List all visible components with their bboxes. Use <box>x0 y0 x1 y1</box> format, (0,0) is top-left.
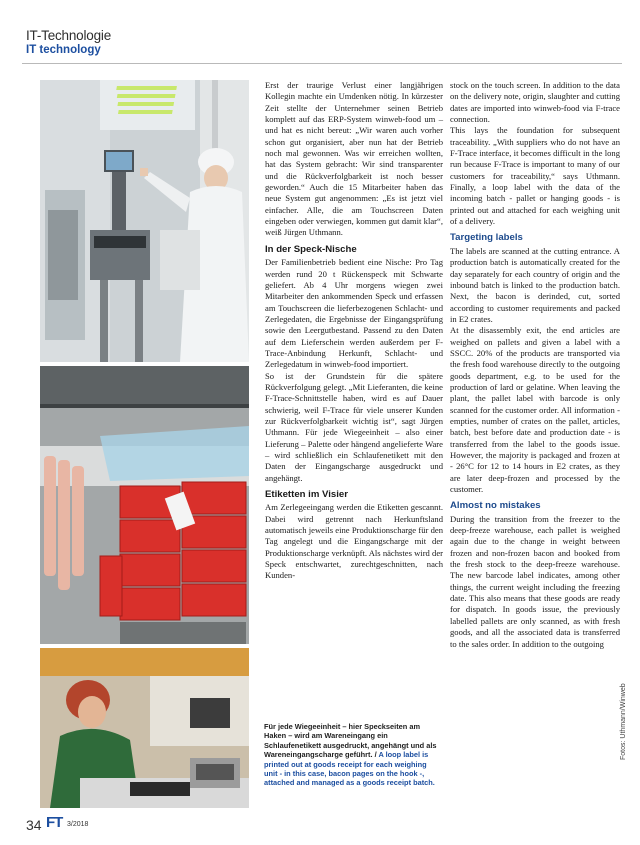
subheading: Etiketten im Visier <box>265 489 349 501</box>
section-title-en: IT technology <box>26 44 101 56</box>
office-worker-photo <box>40 648 249 808</box>
caption-en: A loop label is printed out at goods receipt for each weighing unit - in this case, bacon pages on the hook -, attached and managed as a goods receipt batch. <box>264 750 435 788</box>
body-paragraph: The labels are scanned at the cutting entrance. A production batch is automatically created for the day separately for each country of origin and the inbound batch is linked to the production batch. Next, the bacon is derinded, cut, sorted according to customer requirements and packed in E2 crates. <box>450 245 620 324</box>
body-paragraph: Erst der traurige Verlust einer langjährigen Kollegin machte ein Umdenken nötig. In kürzester Zeit stellte der Unternehmer seinen Betrieb komplett auf das ERP-System winweb-food um – und hat es nicht bereut: „Wir waren auch vorher schon gut organisiert, aber nun hat der Betrieb noch mal gewonnen. Was wir erreichen wollten, hat das System gebracht: Wir sind transparenter und die Rückverfolgbarkeit ist noch besser geworden.“ Auch die 15 Mitarbeiter haben das neue System gut angenommen: „Es ist jetzt viel einfacher. Alle, die am Touchscreen Daten eingeben oder verwiegen, kommen gut damit klar“, weiß Jürgen Uthmann. <box>265 80 443 238</box>
body-paragraph: Der Familienbetrieb bedient eine Nische: Pro Tag werden rund 20 t Rückenspeck mit Schwarte geliefert. Ab 4 Uhr morgens wiegen zwei Mitarbeiter den ankommenden Speck und erfassen am Touchscreen die lieferbezogenen Schlacht- und Zerlegedaten, die Ergebnisse der Eingangsprüfung sowie den Leergutbestand. Passend zu den Daten auf dem Lieferschein werden außerdem per F-Trace-Anbindung Herkunft, Schlacht- und Zerlegedatum in winweb-food importiert. <box>265 257 443 370</box>
body-paragraph: stock on the touch screen. In addition to the data on the delivery note, origin, slaughter and cutting dates are imported into winweb-food via F-trace connection. <box>450 80 620 125</box>
subheading: Almost no mistakes <box>450 500 541 512</box>
worker-touchscreen-photo <box>40 80 249 362</box>
photo-caption <box>264 722 442 788</box>
magazine-logo: FT <box>46 814 63 831</box>
german-text-column <box>265 80 443 582</box>
body-paragraph: So ist der Grundstein für die spätere Rückverfolgung gelegt. „Mit Lieferanten, die keine F-Trace-Schnittstelle haben, wird es auf Dauer schwierig, weil F-Trace für viele unserer Kunden zur Rückverfolgbarkeit wichtig ist“, sagt Jürgen Uthmann. Für jede Wiegeeinheit – also einer Lieferung – Palette oder hängend angelieferte Ware – wird schließlich ein Schlaufenetikett mit den Daten der Eingangscharge ausgedruckt und angehängt. <box>265 370 443 483</box>
body-paragraph: This lays the foundation for subsequent traceability. „With suppliers who do not have an F-Trace interface, it becomes difficult in the long run because F-Trace is important to many of our customers for traceability,“ says Uthmann. Finally, a loop label with the data of the incoming batch - pallet or hanging goods - is printed out and attached for each weighing unit of a delivery. <box>450 125 620 227</box>
body-paragraph: Am Zerlegeeingang werden die Etiketten gescannt. Dabei wird getrennt nach Herkunftsland automatisch jeweils eine Produktionscharge für den Tag angelegt und die Eingangscharge mit der Produktionscharge verknüpft. Als nächstes wird der Speck entschwartet, zurechtgeschnitten, nach Kunden- <box>265 502 443 581</box>
issue-number: 3/2018 <box>67 821 89 828</box>
caption-de: Für jede Wiegeeinheit – hier Speckseiten am Haken – wird am Wareneingang ein Schlaufenetikett ausgedruckt, angehängt und als Wareneingangscharge geführt. / <box>264 722 437 760</box>
header-divider <box>22 63 622 64</box>
english-text-column <box>450 80 620 650</box>
red-crates-photo <box>40 366 249 644</box>
body-paragraph: At the disassembly exit, the end articles are weighed on pallets and given a label with a SSCC. 20% of the products are transported via the fresh food warehouse directly to the outgoing goods department, e.g. to be used for the production of lard or gelatine. When leaving the plant, the pallet label with barcode is only scanned for the customer order. All information - empties, number of crates on the pallet, articles, batch, best before date and production date - is transferred from the label to the goods issue. However, the majority is packaged and frozen at - 26°C for 12 to 14 hours in E2 crates, as they are later deep-frozen and processed by the customer. <box>450 325 620 495</box>
body-paragraph: During the transition from the freezer to the deep-freeze warehouse, each pallet is weighed again due to the change in weight between frozen and non-frozen bacon and booked from the fresh stock to the deep-freeze warehouse. The new barcode label indicates, among other things, the current weight including the freezing date. This also means that these goods are ready for dispatch. In goods issue, the previously labelled pallets are only scanned, as with fresh goods, and all the associated data is transferred to the sales order. In addition to the outgoing <box>450 513 620 649</box>
section-title-de: IT-Technologie <box>26 28 112 43</box>
subheading: In der Speck-Nische <box>265 243 357 255</box>
page-number: 34 <box>26 817 42 833</box>
photo-credit: Fotos: Uthmann/Winweb <box>620 683 627 760</box>
subheading: Targeting labels <box>450 232 523 244</box>
